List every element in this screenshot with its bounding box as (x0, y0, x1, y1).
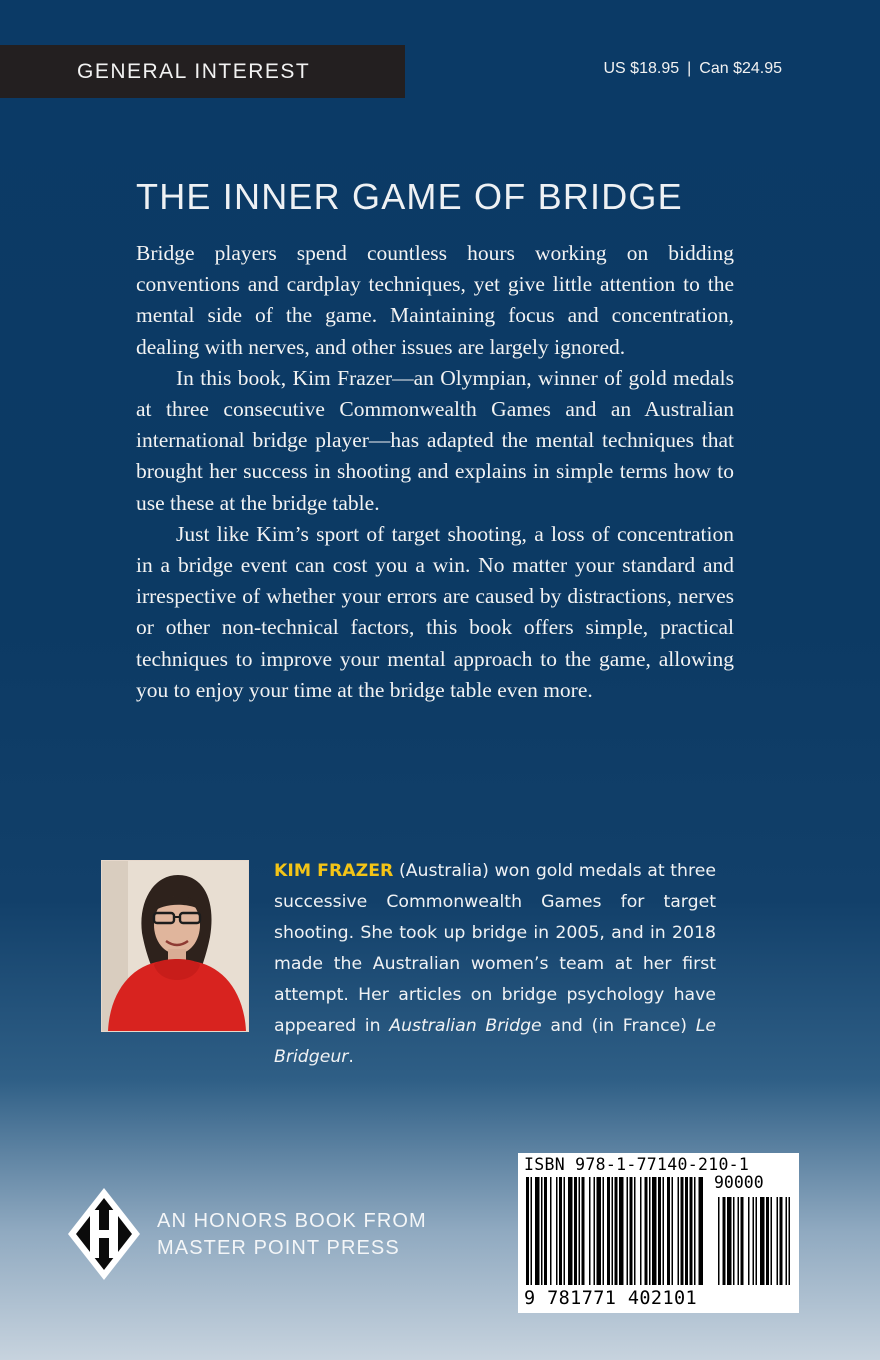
barcode-bar (556, 1177, 558, 1285)
barcode-bar (652, 1177, 657, 1285)
addon-bar (733, 1197, 735, 1285)
honors-logo-icon (68, 1188, 140, 1280)
author-photo (101, 860, 249, 1032)
barcode-bar (594, 1177, 596, 1285)
barcode-bar (603, 1177, 605, 1285)
isbn-number: ISBN 978-1-77140-210-1 (524, 1155, 750, 1174)
barcode-bar (640, 1177, 642, 1285)
bio-text-1: (Australia) won gold medals at three successive Commonwealth Games for target shooting. She took up bridge in 2005, and in 2018 made the Australian women’s team at her first attempt. Her articles on bridge psychology have appeared in (274, 861, 716, 1036)
barcode-bar (667, 1177, 670, 1285)
barcode-bar (634, 1177, 636, 1285)
description-paragraph-3: Just like Kim’s sport of target shooting, a loss of concentration in a bridge event can cost you a win. No matter your standard and irrespective of whether your errors are caused by distractions, nerves or other non-technical factors, this book offers simple, practical techniques to improve your mental approach to the game, allowing you to enjoy your time at the bridge table even more. (136, 521, 734, 702)
addon-bar (756, 1197, 758, 1285)
barcode-bar (597, 1177, 602, 1285)
publisher-line-1: AN HONORS BOOK FROM (157, 1210, 427, 1232)
publisher-line-2: MASTER POINT PRESS (157, 1237, 400, 1259)
barcode-bar (619, 1177, 624, 1285)
barcode-bar (685, 1177, 688, 1285)
addon-bar (738, 1197, 740, 1285)
barcode-bars (524, 1177, 794, 1289)
price-can: Can $24.95 (699, 60, 782, 77)
isbn-barcode (518, 1153, 799, 1313)
addon-bar (753, 1197, 755, 1285)
barcode-bar (531, 1177, 533, 1285)
barcode-bar (663, 1177, 665, 1285)
barcode-bar (607, 1177, 610, 1285)
barcode-bar (582, 1177, 585, 1285)
barcode-bar (550, 1177, 552, 1285)
addon-bar (741, 1197, 744, 1285)
book-description (136, 238, 734, 706)
publication-2: Le Bridgeur (274, 1016, 716, 1067)
addon-bar (786, 1197, 788, 1285)
barcode-bar (564, 1177, 566, 1285)
addon-bar (780, 1197, 783, 1285)
barcode-bar (699, 1177, 704, 1285)
barcode-bar (672, 1177, 674, 1285)
publisher-imprint (157, 1208, 427, 1262)
book-title: THE INNER GAME OF BRIDGE (136, 176, 683, 217)
barcode-bar (690, 1177, 693, 1285)
barcode-bar (649, 1177, 651, 1285)
addon-bar (727, 1197, 732, 1285)
description-paragraph-2: In this book, Kim Frazer—an Olympian, winner of gold medals at three consecutive Commonwealth Games and an Australian international bridge player—has adapted the mental techniques that brought her success in shooting and explains in simple terms how to use these at the bridge table. (136, 365, 734, 515)
barcode-bar (645, 1177, 648, 1285)
barcode-bar (574, 1177, 577, 1285)
price-separator: | (687, 60, 692, 77)
price-line (604, 60, 783, 78)
barcode-bar (526, 1177, 529, 1285)
barcode-bar (541, 1177, 543, 1285)
ean-digits: 9 781771 402101 (524, 1288, 698, 1309)
barcode-bar (678, 1177, 680, 1285)
barcode-bar (615, 1177, 618, 1285)
addon-bar (723, 1197, 726, 1285)
addon-bar (748, 1197, 750, 1285)
description-paragraph-1: Bridge players spend countless hours working on bidding conventions and cardplay techniques, yet give little attention to the mental side of the game. Maintaining focus and concentration, dealing with nerves, and other issues are largely ignored. (136, 241, 734, 359)
barcode-bar (658, 1177, 661, 1285)
bio-text-end: . (348, 1047, 354, 1067)
barcode-bar (544, 1177, 547, 1285)
barcode-bar (681, 1177, 684, 1285)
barcode-bar (612, 1177, 614, 1285)
addon-bar (760, 1197, 765, 1285)
barcode-bar (559, 1177, 562, 1285)
price-us: US $18.95 (603, 60, 680, 77)
barcode-bar (630, 1177, 633, 1285)
addon-bar (718, 1197, 720, 1285)
category-label: GENERAL INTEREST (0, 45, 405, 98)
author-bio (274, 856, 716, 1073)
addon-bar (789, 1197, 791, 1285)
barcode-bar (589, 1177, 591, 1285)
addon-bar (777, 1197, 779, 1285)
barcode-bar (694, 1177, 696, 1285)
barcode-bar (535, 1177, 540, 1285)
price-addon-code: 90000 (714, 1173, 764, 1192)
author-name: KIM FRAZER (274, 861, 394, 881)
bio-text-2: and (in France) (541, 1016, 696, 1036)
barcode-bar (627, 1177, 629, 1285)
barcode-bar (579, 1177, 581, 1285)
addon-bar (766, 1197, 769, 1285)
addon-bar (771, 1197, 773, 1285)
publication-1: Australian Bridge (389, 1016, 542, 1036)
barcode-bar (568, 1177, 573, 1285)
